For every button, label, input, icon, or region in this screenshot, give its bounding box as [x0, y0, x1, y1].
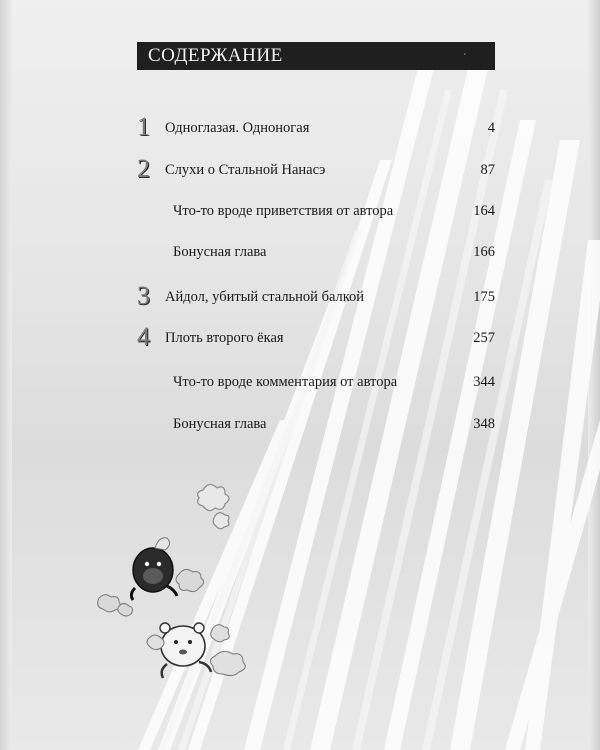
toc-entry-label: Слухи о Стальной Нанасэ [165, 162, 326, 178]
toc-entry-page: 87 [480, 162, 495, 178]
toc-entry-page: 4 [487, 120, 495, 136]
toc-entry[interactable] [165, 326, 495, 350]
contents-header [137, 42, 495, 70]
toc-entry[interactable] [173, 412, 495, 436]
toc-entry-page: 164 [473, 203, 495, 219]
toc-entry[interactable] [173, 199, 495, 223]
contents-title: СОДЕРЖАНИЕ [148, 45, 283, 66]
chapter-number: 2 [137, 154, 150, 183]
toc-entry-page: 348 [473, 416, 495, 432]
chapter-number: 3 [137, 281, 150, 310]
toc-entry-label: Бонусная глава [173, 416, 267, 432]
toc-entry-page: 257 [473, 330, 495, 346]
toc-entry[interactable] [173, 370, 495, 394]
white-creature-icon [160, 623, 211, 678]
toc-entry[interactable] [173, 240, 495, 264]
toc-entry[interactable] [165, 158, 495, 182]
toc-entry[interactable] [165, 116, 495, 140]
toc-entry[interactable] [165, 285, 495, 309]
chapter-number: 4 [137, 322, 150, 351]
header-ornament-icon: ˊ [463, 53, 467, 64]
toc-entry-page: 166 [473, 244, 495, 260]
toc-entry-label: Что-то вроде приветствия от автора [173, 203, 394, 219]
running-creatures-illustration [95, 478, 265, 698]
toc-entry-label: Что-то вроде комментария от автора [173, 374, 398, 390]
toc-entry-page: 344 [473, 374, 495, 390]
toc-entry-label: Одноглазая. Одноногая [165, 120, 310, 136]
toc-entry-label: Бонусная глава [173, 244, 267, 260]
black-creature-icon [131, 538, 177, 600]
toc-entry-label: Айдол, убитый стальной балкой [165, 289, 365, 305]
chapter-number: 1 [137, 112, 150, 141]
dust-cloud-icon [198, 484, 229, 528]
toc-entry-page: 175 [473, 289, 495, 305]
toc-entry-label: Плоть второго ёкая [165, 330, 284, 346]
